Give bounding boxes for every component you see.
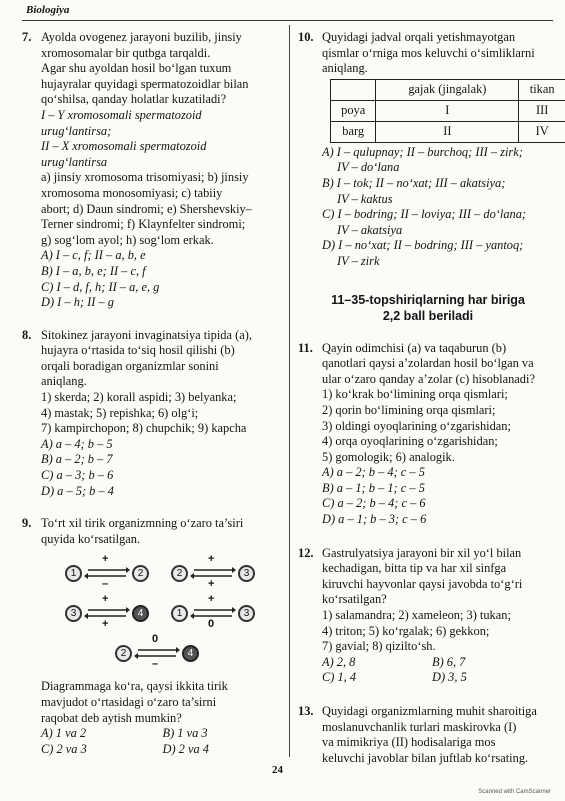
answer-option-a-cont: IV – do‘lana <box>322 160 558 176</box>
text-line: Qayin odimchisi (a) va taqaburun (b) <box>322 341 558 357</box>
answer-option-b[interactable]: B) a – 1; b – 1; c – 5 <box>322 481 558 497</box>
answer-option-b[interactable]: B) 1 va 3 <box>163 726 285 742</box>
answer-option-a[interactable]: A) a – 4; b – 5 <box>41 437 284 453</box>
organism-circle: 3 <box>65 605 82 622</box>
section-heading-line: 11–35-topshiriqlarning har biriga <box>298 292 558 308</box>
interaction-pair <box>65 602 149 624</box>
text-line: 7) kampirchopon; 8) chupchik; 9) kapcha <box>41 421 284 437</box>
answer-options <box>41 726 284 757</box>
table-cell: I <box>376 100 519 121</box>
column-divider <box>289 25 290 757</box>
text-line: quyida ko‘rsatilgan. <box>41 532 284 548</box>
effect-sign: – <box>152 659 158 670</box>
page-header: Biologiya <box>26 3 69 19</box>
text-line: I – Y xromosomali spermatozoid <box>41 108 284 124</box>
interaction-pair <box>171 562 255 584</box>
effect-sign: + <box>208 554 214 565</box>
effect-sign: + <box>102 619 108 630</box>
organism-circle: 1 <box>171 605 188 622</box>
page-number: 24 <box>272 763 283 779</box>
text-line: Diagrammaga ko‘ra, qaysi ikkita tirik <box>41 679 284 695</box>
text-line: hujayralar quyidagi spermatozoidlar bilan <box>41 77 284 93</box>
double-arrow-icon <box>190 602 236 624</box>
text-line: a) jinsiy xromosoma trisomiyasi; b) jinsiy <box>41 170 284 186</box>
text-line: g) sog‘lom ayol; h) sog‘lom erkak. <box>41 233 284 249</box>
effect-sign: 0 <box>208 619 214 630</box>
question-number: 10. <box>298 30 314 46</box>
interaction-pair <box>65 562 149 584</box>
text-line: mavjudot o‘rtasidagi o‘zaro ta’sirni <box>41 695 284 711</box>
text-line: 3) oldingi oyoqlarining o‘zgarishidan; <box>322 419 558 435</box>
answer-option-c[interactable]: C) a – 3; b – 6 <box>41 468 284 484</box>
question-number: 9. <box>22 516 31 532</box>
answer-options <box>322 655 558 686</box>
left-column <box>22 30 284 757</box>
answer-option-d[interactable]: D) I – no‘xat; II – bodring; III – yantoq; <box>322 238 558 254</box>
table-cell: II <box>376 121 519 142</box>
answer-option-d[interactable]: D) 2 va 4 <box>163 742 285 758</box>
organism-circle: 3 <box>238 605 255 622</box>
question-number: 8. <box>22 328 31 344</box>
text-line: qanotlari qaysi a’zolardan hosil bo‘lgan va <box>322 356 558 372</box>
effect-sign: + <box>208 579 214 590</box>
text-line: To‘rt xil tirik organizmning o‘zaro ta’siri <box>41 516 284 532</box>
question-text <box>322 341 558 466</box>
question-13 <box>298 704 558 766</box>
effect-sign: + <box>208 594 214 605</box>
answer-option-c[interactable]: C) a – 2; b – 4; c – 6 <box>322 496 558 512</box>
answer-option-c-cont: IV – akatsiya <box>322 223 558 239</box>
question-number: 12. <box>298 546 314 562</box>
question-number: 11. <box>298 341 313 357</box>
question-number: 13. <box>298 704 314 720</box>
answer-options <box>322 465 558 527</box>
text-line: 4) mastak; 5) repishka; 6) olg‘i; <box>41 406 284 422</box>
organism-circle: 2 <box>115 645 132 662</box>
table-cell: gajak (jingalak) <box>376 79 519 100</box>
interaction-pair <box>115 642 199 664</box>
text-line: urug‘lantirsa <box>41 155 284 171</box>
answer-option-a[interactable]: A) a – 2; b – 4; c – 5 <box>322 465 558 481</box>
table-cell: tikan <box>519 79 565 100</box>
answer-option-b-cont: IV – kaktus <box>322 192 558 208</box>
question-text <box>322 704 558 766</box>
effect-sign: + <box>102 554 108 565</box>
text-line: kiruvchi hayvonlar qaysi javobda to‘g‘ri <box>322 577 558 593</box>
right-column <box>298 30 558 766</box>
text-line: 1) ko‘krak bo‘limining orqa qismlari; <box>322 387 558 403</box>
text-line: Quyidagi organizmlarning muhit sharoitiga <box>322 704 558 720</box>
question-11 <box>298 341 558 528</box>
section-heading <box>298 292 558 324</box>
text-line: va mimikriya (II) hodisalariga mos <box>322 735 558 751</box>
answer-option-b[interactable]: B) a – 2; b – 7 <box>41 452 284 468</box>
text-line: qismlar o‘rniga mos keluvchi o‘simliklarni <box>322 46 558 62</box>
text-line: Sitokinez jarayoni invaginatsiya tipida (a), <box>41 328 284 344</box>
answer-option-c[interactable]: C) I – d, f, h; II – a, e, g <box>41 280 284 296</box>
text-line: moslanuvchanlik turlari maskirovka (I) <box>322 720 558 736</box>
answer-option-c[interactable]: C) 2 va 3 <box>41 742 163 758</box>
question-text <box>41 328 284 437</box>
text-line: Gastrulyatsiya jarayoni bir xil yo‘l bilan <box>322 546 558 562</box>
question-10 <box>298 30 558 270</box>
effect-sign: – <box>102 579 108 590</box>
text-line: keluvchi javoblar bilan juftlab ko‘rsating. <box>322 751 558 767</box>
organism-circle: 2 <box>171 565 188 582</box>
double-arrow-icon <box>134 642 180 664</box>
question-text <box>322 30 558 77</box>
text-line: 5) gomologik; 6) analogik. <box>322 450 558 466</box>
answer-option-a[interactable]: A) I – c, f; II – a, b, e <box>41 248 284 264</box>
question-text <box>41 30 284 248</box>
answer-option-a[interactable]: A) 1 va 2 <box>41 726 163 742</box>
answer-option-d[interactable]: D) a – 5; b – 4 <box>41 484 284 500</box>
text-line: ular o‘zaro qanday a’zolar (c) hisoblanadi? <box>322 372 558 388</box>
table-cell: poya <box>331 100 376 121</box>
organism-circle: 4 <box>132 605 149 622</box>
table-cell: IV <box>519 121 565 142</box>
section-heading-line: 2,2 ball beriladi <box>298 308 558 324</box>
answer-option-d[interactable]: D) 3, 5 <box>432 670 558 686</box>
text-line: 4) orqa oyoqlarining o‘zgarishidan; <box>322 434 558 450</box>
text-line: xromosoma monosomiyasi; c) tabiiy <box>41 186 284 202</box>
answer-option-d[interactable]: D) a – 1; b – 3; c – 6 <box>322 512 558 528</box>
text-line: aniqlang. <box>41 374 284 390</box>
text-line: Agar shu ayoldan hosil bo‘lgan tuxum <box>41 61 284 77</box>
header-rule <box>22 20 553 21</box>
question-text <box>322 546 558 655</box>
answer-option-b[interactable]: B) I – tok; II – no‘xat; III – akatsiya; <box>322 176 558 192</box>
question-9 <box>22 516 284 757</box>
text-line: 4) triton; 5) ko‘rgalak; 6) gekkon; <box>322 624 558 640</box>
question-12 <box>298 546 558 686</box>
organism-circle: 3 <box>238 565 255 582</box>
organism-circle: 4 <box>182 645 199 662</box>
text-line: hujayra o‘rtasida to‘siq hosil qilishi (b) <box>41 343 284 359</box>
answer-options <box>41 248 284 310</box>
table-cell <box>331 79 376 100</box>
text-line: aniqlang. <box>322 61 558 77</box>
scanner-watermark: Scanned with CamScanner <box>478 785 551 801</box>
question-number: 7. <box>22 30 31 46</box>
text-line: Terner sindromi; f) Klaynfelter sindromi; <box>41 217 284 233</box>
text-line: xromosomalar bir qutbga tarqaldi. <box>41 46 284 62</box>
answer-option-b[interactable]: B) I – a, b, e; II – c, f <box>41 264 284 280</box>
question-text <box>41 516 284 547</box>
text-line: raqobat deb aytish mumkin? <box>41 711 284 727</box>
answer-option-c[interactable]: C) 1, 4 <box>322 670 432 686</box>
text-line: urug‘lantirsa; <box>41 124 284 140</box>
table-header-row <box>331 79 565 100</box>
text-line: Ayolda ovogenez jarayoni buzilib, jinsiy <box>41 30 284 46</box>
text-line: 1) salamandra; 2) xameleon; 3) tukan; <box>322 608 558 624</box>
answer-option-b[interactable]: B) 6, 7 <box>432 655 558 671</box>
organism-circle: 1 <box>65 565 82 582</box>
answer-options <box>322 145 558 270</box>
text-line: kechadigan, bitta tip va har xil sinfga <box>322 561 558 577</box>
table-cell: III <box>519 100 565 121</box>
plant-table <box>330 79 565 143</box>
effect-sign: 0 <box>152 634 158 645</box>
organism-circle: 2 <box>132 565 149 582</box>
question-8 <box>22 328 284 500</box>
question-text <box>41 679 284 726</box>
answer-options <box>41 437 284 499</box>
table-row <box>331 121 565 142</box>
double-arrow-icon <box>84 602 130 624</box>
answer-option-d-cont: IV – zirk <box>322 254 558 270</box>
text-line: qo‘shilsa, qanday holatlar kuzatiladi? <box>41 92 284 108</box>
question-7 <box>22 30 284 311</box>
answer-option-d[interactable]: D) I – h; II – g <box>41 295 284 311</box>
text-line: orqali boradigan organizmlar sonini <box>41 359 284 375</box>
table-row <box>331 100 565 121</box>
interaction-pair <box>171 602 255 624</box>
text-line: 2) qorin bo‘limining orqa qismlari; <box>322 403 558 419</box>
text-line: 1) skerda; 2) korall aspidi; 3) belyanka; <box>41 390 284 406</box>
double-arrow-icon <box>84 562 130 584</box>
text-line: 7) gavial; 8) qizilto‘sh. <box>322 639 558 655</box>
text-line: ko‘rsatilgan? <box>322 592 558 608</box>
table-cell: barg <box>331 121 376 142</box>
answer-option-a[interactable]: A) 2, 8 <box>322 655 432 671</box>
interaction-diagram <box>65 553 284 673</box>
answer-option-c[interactable]: C) I – bodring; II – loviya; III – do‘lana; <box>322 207 558 223</box>
answer-option-a[interactable]: A) I – qulupnay; II – burchoq; III – zirk; <box>322 145 558 161</box>
text-line: Quyidagi jadval orqali yetishmayotgan <box>322 30 558 46</box>
double-arrow-icon <box>190 562 236 584</box>
effect-sign: + <box>102 594 108 605</box>
text-line: abort; d) Daun sindromi; e) Shershevskiy– <box>41 202 284 218</box>
text-line: II – X xromosomali spermatozoid <box>41 139 284 155</box>
